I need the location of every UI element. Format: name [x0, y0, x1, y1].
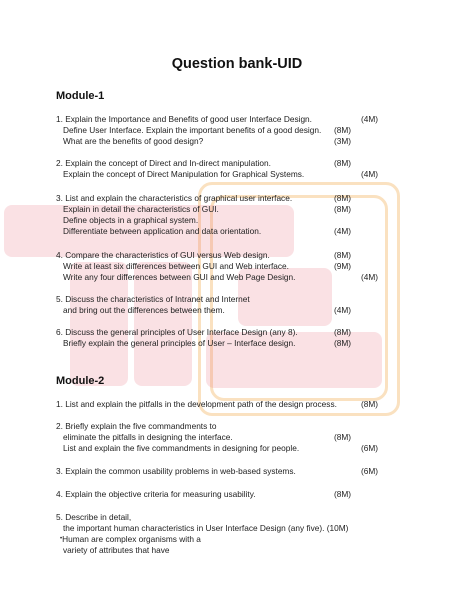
- m1-q6-line2: Briefly explain the general principles of User – Interface design.: [63, 338, 296, 348]
- document-title: Question bank-UID: [171, 56, 303, 72]
- m2-q4-mark1: (8M): [334, 489, 352, 499]
- m2-q2-line2: eliminate the pitfalls in designing the interface.: [63, 432, 233, 442]
- m2-q2-mark2: (8M): [334, 432, 352, 442]
- m2-q2-line3: List and explain the five commandments in designing for people.: [63, 443, 300, 453]
- m1-q1-line3: What are the benefits of good design?: [63, 136, 204, 146]
- m1-q4-mark3: (4M): [361, 272, 379, 282]
- m1-q5-line1: 5. Discuss the characteristics of Intranet and Internet: [56, 294, 250, 304]
- m1-q3-line4: Differentiate between application and data orientation.: [63, 226, 262, 236]
- m1-q1-line2: Define User Interface. Explain the important benefits of a good design.: [63, 125, 322, 135]
- m2-q3-mark1: (6M): [361, 466, 379, 476]
- m1-q2-mark1: (8M): [334, 158, 352, 168]
- m1-q1-line1: 1. Explain the Importance and Benefits of good user Interface Design.: [56, 114, 312, 124]
- m1-q3-line1: 3. List and explain the characteristics of graphical user interface.: [56, 193, 293, 203]
- m1-q3-mark4: (4M): [334, 226, 352, 236]
- m1-q1-mark1: (4M): [361, 114, 379, 124]
- module-1-heading: Module-1: [56, 90, 105, 102]
- m1-q4-line2: Write at least six differences between GUI and Web interface.: [63, 261, 289, 271]
- m1-q5-mark2: (4M): [334, 305, 352, 315]
- m2-q2-line1: 2. Briefly explain the five commandments to: [56, 421, 217, 431]
- m2-q5-line2: the important human characteristics in User Interface Design (any five). (10M): [63, 523, 349, 533]
- m1-q6-mark1: (8M): [334, 327, 352, 337]
- m2-q1-mark1: (8M): [361, 399, 379, 409]
- m2-q2-mark3: (6M): [361, 443, 379, 453]
- m2-q5-line1: 5. Describe in detail,: [56, 512, 132, 522]
- module-2-heading: Module-2: [56, 375, 105, 387]
- m1-q6-line1: 6. Discuss the general principles of User Interface Design (any 8).: [56, 327, 298, 337]
- m2-q5-line4: variety of attributes that have: [63, 545, 170, 555]
- m1-q3-line3: Define objects in a graphical system.: [63, 215, 199, 225]
- bullet-icon: •: [60, 536, 63, 542]
- m2-q5-line3: [60, 534, 201, 544]
- m2-q4-line1: 4. Explain the objective criteria for measuring usability.: [56, 489, 256, 499]
- m1-q4-line1: 4. Compare the characteristics of GUI versus Web design.: [56, 250, 270, 260]
- m1-q1-mark2: (8M): [334, 125, 352, 135]
- m2-q1-line1: 1. List and explain the pitfalls in the development path of the design process.: [56, 399, 337, 409]
- m1-q4-mark1: (8M): [334, 250, 352, 260]
- m1-q3-mark1: (8M): [334, 193, 352, 203]
- m1-q2-line1: 2. Explain the concept of Direct and In-direct manipulation.: [56, 158, 271, 168]
- m1-q2-line2: Explain the concept of Direct Manipulation for Graphical Systems.: [63, 169, 305, 179]
- m2-q5-line3-text: Human are complex organisms with a: [62, 534, 201, 544]
- m2-q3-line1: 3. Explain the common usability problems in web-based systems.: [56, 466, 296, 476]
- m1-q4-mark2: (9M): [334, 261, 352, 271]
- m1-q6-mark2: (8M): [334, 338, 352, 348]
- m1-q5-line2: and bring out the differences between them.: [63, 305, 225, 315]
- m1-q1-mark3: (3M): [334, 136, 352, 146]
- m1-q4-line3: Write any four differences between GUI and Web Page Design.: [63, 272, 296, 282]
- m1-q3-mark2: (8M): [334, 204, 352, 214]
- m1-q2-mark2: (4M): [361, 169, 379, 179]
- m1-q3-line2: Explain in detail the characteristics of GUI.: [63, 204, 219, 214]
